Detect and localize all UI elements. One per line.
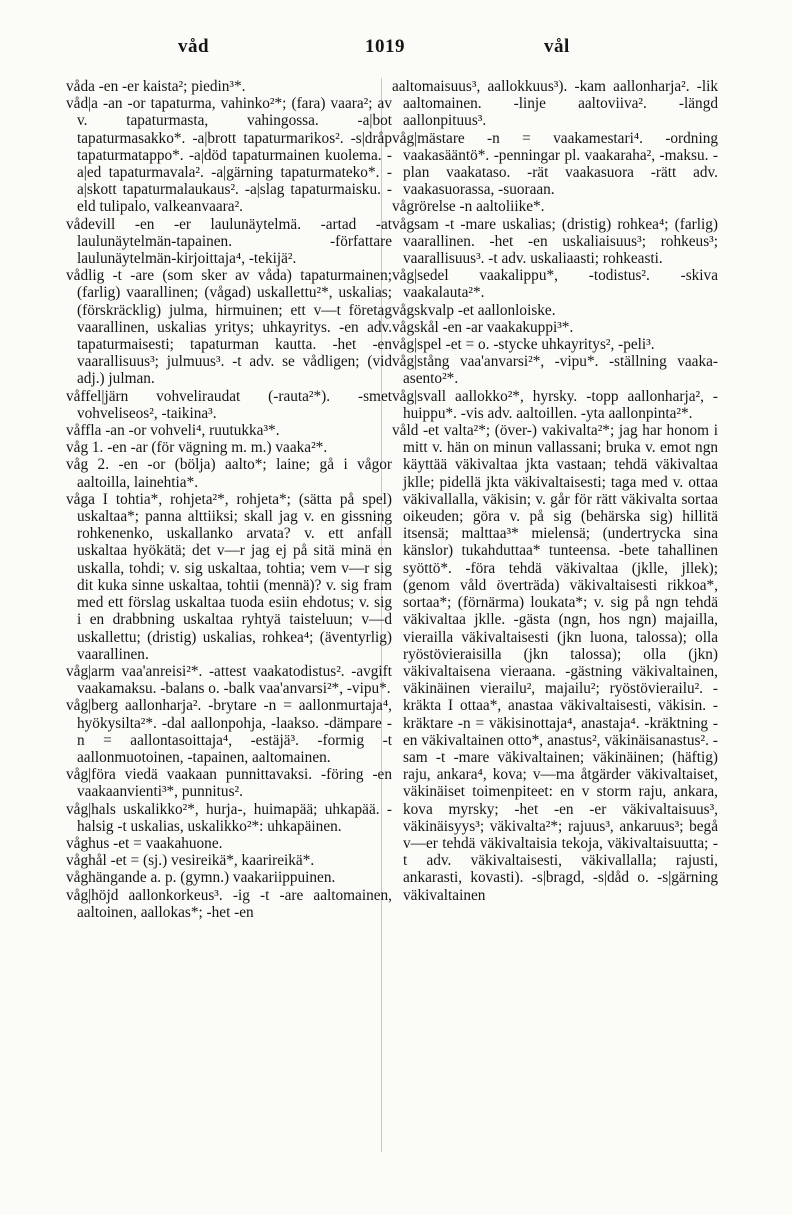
dictionary-entry: våg|spel -et = o. -stycke uhkayritys², -peli³. xyxy=(392,336,655,354)
header-left-guide-word: våd xyxy=(178,36,210,57)
dictionary-entry: våghål -et = (sj.) vesireikä*, kaarireikä*. xyxy=(66,852,315,870)
dictionary-entry: våg 2. -en -or (bölja) aalto*; laine; gå i vågor aaltoilla, lainehtia*. xyxy=(66,456,392,491)
dictionary-entry: aaltomaisuus³, aallokkuus³). -kam aallonharja². -lik aaltomainen. -linje aaltoviiva². -längd aallonpituus³. xyxy=(392,78,718,130)
dictionary-entry: våg|svall aallokko²*, hyrsky. -topp aallonharja², -huippu*. -vis adv. aaltoillen. -yta aallonpinta²*. xyxy=(392,387,718,422)
right-column xyxy=(392,78,718,904)
page-header xyxy=(0,36,792,66)
dictionary-entry: våffla -an -or vohveli⁴, ruutukka³*. xyxy=(66,422,280,440)
dictionary-entry: våda -en -er kaista²; piedin³*. xyxy=(66,78,246,95)
dictionary-entry: våg|berg aallonharja². -brytare -n = aallonmurtaja⁴, hyökysilta²*. -dal aallonpohja, -laakso. -dämpare -n = aallontasoittaja⁴, -estäjä³. -formig -t aallonmuotoinen, -tapainen, aaltomainen. xyxy=(66,697,392,766)
dictionary-entry: vågskål -en -ar vaakakuppi³*. xyxy=(392,318,574,336)
left-column xyxy=(66,78,392,921)
dictionary-entry: våld -et valta²*; (över-) vakivalta²*; jag har honom i mitt v. hän on minun vallassani; bruka v. emot ngn käyttää väkivaltaa jkta vastaan; tehdä väkivaltaa jklle; pidellä jkta väkivaltaisesti; taga med v. ottaa väkivallalla, väkisin; v. går för rätt väkivalta sortaa oikeuden; göra v. på sig (behärska sig) hillitä itsensä; malttaa³* mielensä; (undertrycka sina känslor) tukahduttaa* tunteensa. -bete tahallinen syöttö*. -föra tehdä väkivaltaa (jklle, jllek); (genom våld överträda) väkivaltaisesti rikkoa*, sortaa*; (förnärma) loukata*; v. sig på ngn tehdä väkivaltaa jklle. -gästa (ngn, hos ngn) majailla, vierailla väkivaltaisesti (jkn luona, talossa); olla ryöstövieraisilla (jkn talossa); olla (jkn) väkivaltaisena vieraana. -gästning väkivaltainen, väkinäinen vierailu², majailu²; ryöstövierailu². -kräkta I ottaa*, anastaa väkivaltaisesti, väkisin. -kräktare -n = väkisinottaja⁴, anastaja⁴. -kräktning -en väkivaltainen otto*, anastus², väkinäisanastus². -sam -t -mare väkivaltainen; väkinäinen; (häftig) raju, ankara⁴, kova; v—ma åtgärder väkivaltaiset, väkinäiset toimenpiteet: en v storm raju, ankara, kova myrsky; -het -en -er väkivaltaisuus³, väkinäisyys³; väkivalta²*; rajuus³, ankaruus³; begå v—er tehdä väkivaltaisia tekoja, väkivaltaisuutta; -t adv. väkivaltaisesti, väkivallalla; rajusti, ankarasti, kovasti). -s|bragd, -s|dåd o. -s|gärning väkivaltainen xyxy=(392,422,718,904)
dictionary-entry: vågrörelse -n aaltoliike*. xyxy=(392,198,545,216)
dictionary-entry: våg|hals uskalikko²*, hurja-, huimapää; uhkapää. -halsig -t uskalias, uskalikko²*: uhkapäinen. xyxy=(66,800,392,835)
dictionary-entry: våghängande a. p. (gymn.) vaakariippuinen. xyxy=(66,869,336,887)
page-number: 1019 xyxy=(365,36,405,57)
dictionary-entry: våg|höjd aallonkorkeus³. -ig -t -are aaltomainen, aaltoinen, aallokas*; -het -en xyxy=(66,886,392,921)
dictionary-entry: våg|mästare -n = vaakamestari⁴. -ordning vaakasääntö*. -penningar pl. vaakaraha², -maksu. -plan vaakataso. -rät vaakasuora -rätt adv. vaakasuorassa, -suoraan. xyxy=(392,129,718,199)
dictionary-entry: våg|stång vaa'anvarsi²*, -vipu*. -ställning vaaka-asento²*. xyxy=(392,353,718,388)
dictionary-entry: våg|arm vaa'anreisi²*. -attest vaakatodistus². -avgift vaakamaksu. -balans o. -balk vaa'anvarsi²*, -vipu*. xyxy=(66,662,392,698)
dictionary-entry: våffel|järn vohveliraudat (-rauta²*). -smet vohveliseos², -taikina³. xyxy=(66,387,392,422)
dictionary-entry: vågskvalp -et aallonloiske. xyxy=(392,301,556,319)
header-right-guide-word: vål xyxy=(544,36,570,57)
dictionary-entry: vågsam -t -mare uskalias; (dristig) rohkea⁴; (farlig) vaarallinen. -het -en uskaliaisuus³; rohkeus³; vaarallisuus³. -t adv. uskaliaasti; rohkeasti. xyxy=(392,215,718,268)
dictionary-entry: våga I tohtia*, rohjeta²*, rohjeta*; (sätta på spel) uskaltaa*; panna alttiiksi; skall jag v. en gissning rohkenenko, uskallanko arvata? v. ett anfall uskaltaa hyökätä; det v—r jag ej på sitä minä en uskalla, tohdi; v. sig uskaltaa, tohtia; vem v—r sig dit kuka sinne uskaltaa, tohtii (mennä)? v. sig fram med ett förslag uskaltaa tuoda esiin ehdotus; v. sig i en drabbning uskaltaa ryhtyä taisteluun; v—d uskallettu; (dristig) uskalias, rohkea⁴; (äventyrlig) vaarallinen. xyxy=(66,490,392,663)
dictionary-entry: våghus -et = vaakahuone. xyxy=(66,834,223,852)
dictionary-entry: vådlig -t -are (som sker av våda) tapaturmainen; (farlig) vaarallinen; (vågad) uskallettu²*, uskalias; (förskräcklig) julma, hirmuinen; ett v—t företag vaarallinen, uskalias yritys; uhkayritys. -en adv. tapaturmaisesti; tapaturman kautta. -het -en vaarallisuus³; julmuus³. -t adv. se vådligen; (vid adj.) julman. xyxy=(66,267,392,388)
dictionary-entry: våg|sedel vaakalippu*, -todistus². -skiva vaakalauta²*. xyxy=(392,267,718,302)
dictionary-entry: våg|föra viedä vaakaan punnittavaksi. -föring -en vaakaanvienti³*, punnitus². xyxy=(66,766,392,801)
dictionary-entry: vådevill -en -er laulunäytelmä. -artad -at laulunäytelmän-tapainen. -författare laulunäytelmän-kirjoittaja⁴, -tekijä². xyxy=(66,215,392,268)
dictionary-entry: våg 1. -en -ar (för vägning m. m.) vaaka²*. xyxy=(66,439,328,457)
dictionary-entry: våd|a -an -or tapaturma, vahinko²*; (fara) vaara²; av v. tapaturmasta, vahingossa. -a|bot tapaturmasakko*. -a|brott tapaturmarikos². -s|dråp tapaturmatappo*. -a|död tapaturmainen kuolema. -a|ed tapaturmavala². -a|gärning tapaturmateko*. -a|skott tapaturmalaukaus². -a|slag tapaturmaisku. -eld tulipalo, valkeanvaara². xyxy=(66,95,392,216)
